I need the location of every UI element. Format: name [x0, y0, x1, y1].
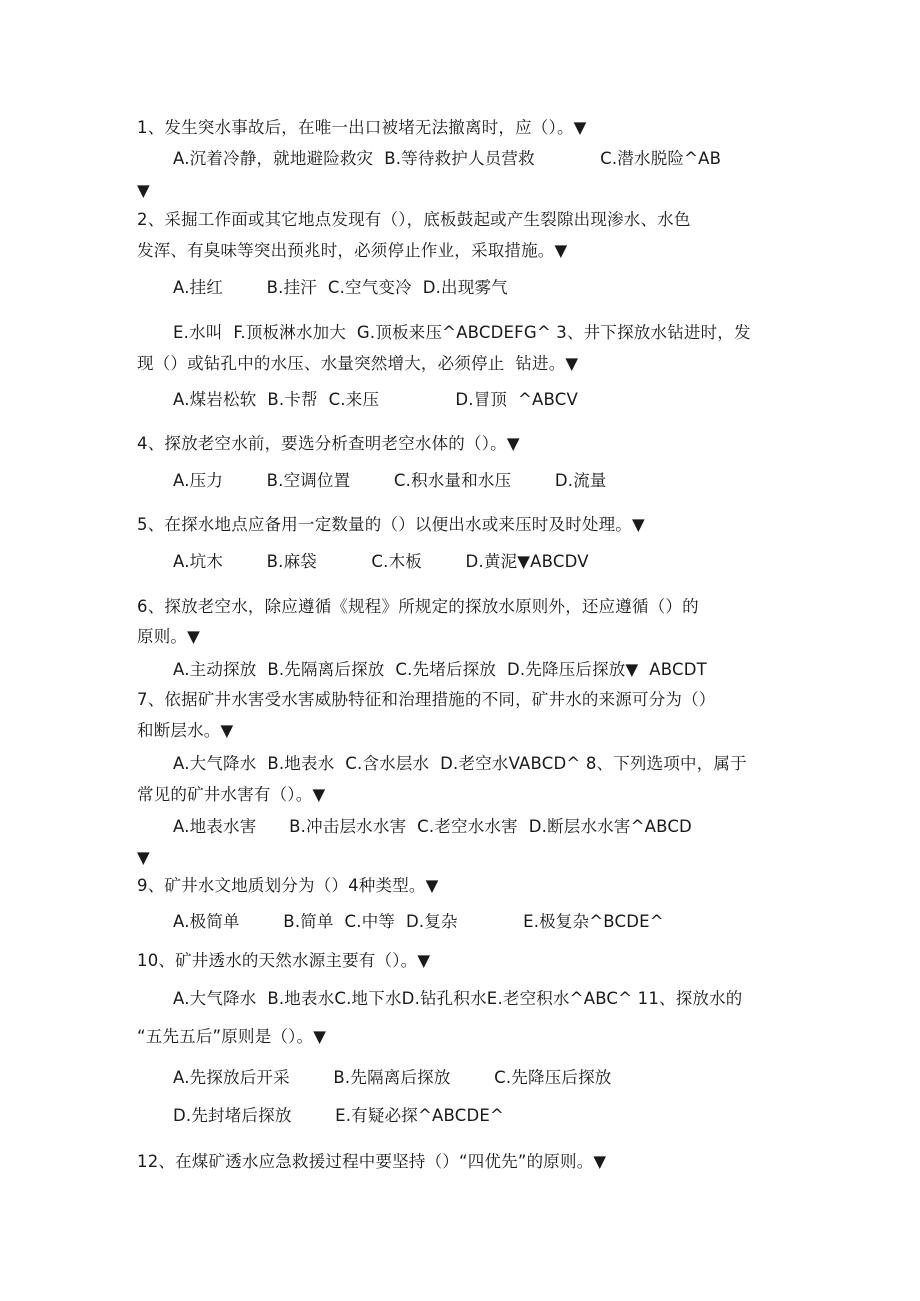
q7-options: A.大气降水 B.地表水 C.含水层水 D.老空水VABCD^ 8、下列选项中，属于: [173, 754, 747, 773]
q11-stem-cont: “五先五后”原则是（）。▼: [137, 1027, 327, 1046]
q5-stem: 5、在探水地点应备用一定数量的（）以便出水或来压时及时处理。▼: [137, 515, 645, 534]
q4-options: A.压力 B.空调位置 C.积水量和水压 D.流量: [173, 471, 607, 490]
q10-options: A.大气降水 B.地表水C.地下水D.钻孔积水E.老空积水^ABC^ 11、探放水的: [173, 989, 743, 1008]
q9-options: A.极简单 B.简单 C.中等 D.复杂 E.极复杂^BCDE^: [173, 912, 664, 931]
q3-stem-cont: 现（）或钻孔中的水压、水量突然增大，必须停止 钻进。▼: [137, 354, 579, 373]
q4-stem: 4、探放老空水前，要选分析查明老空水体的（）。▼: [137, 434, 520, 453]
q2-options-2: E.水叫 F.顶板淋水加大 G.顶板来压^ABCDEFG^ 3、井下探放水钻进时，发: [173, 323, 751, 342]
q7-stem-cont: 和断层水。▼: [137, 721, 234, 740]
q1-options: A.沉着冷静，就地避险救灾 B.等待救护人员营救 C.潜水脱险^AB: [173, 149, 722, 168]
q9-stem: 9、矿井水文地质划分为（）4种类型。▼: [137, 876, 439, 895]
q11-options-2: D.先封堵后探放 E.有疑必探^ABCDE^: [173, 1106, 504, 1125]
q12-stem: 12、在煤矿透水应急救援过程中要坚持（）“四优先”的原则。▼: [137, 1152, 607, 1171]
q6-options: A.主动探放 B.先隔离后探放 C.先堵后探放 D.先降压后探放▼ ABCDT: [173, 660, 707, 679]
q7-stem: 7、依据矿井水害受水害威胁特征和治理措施的不同，矿井水的来源可分为（）: [137, 690, 716, 709]
q8-options: A.地表水害 B.冲击层水水害 C.老空水水害 D.断层水水害^ABCD: [173, 817, 692, 836]
q2-stem-cont: 发浑、有臭味等突出预兆时，必须停止作业，采取措施。▼: [137, 241, 568, 260]
q8-stem-cont: 常见的矿井水害有（）。▼: [137, 785, 326, 804]
q3-options: A.煤岩松软 B.卡帮 C.来压 D.冒顶 ^ABCV: [173, 390, 578, 409]
q6-stem-cont: 原则。▼: [137, 627, 200, 646]
q2-stem: 2、采掘工作面或其它地点发现有（），底板鼓起或产生裂隙出现渗水、水色: [137, 210, 691, 229]
q1-marker: ▼: [137, 181, 150, 200]
q6-stem: 6、探放老空水，除应遵循《规程》所规定的探放水原则外，还应遵循（）的: [137, 597, 699, 616]
q10-stem: 10、矿井透水的天然水源主要有（）。▼: [137, 951, 431, 970]
q11-options-1: A.先探放后开采 B.先隔离后探放 C.先降压后探放: [173, 1068, 612, 1087]
q8-marker: ▼: [137, 848, 150, 867]
q2-options-1: A.挂红 B.挂汗 C.空气变冷 D.出现雾气: [173, 278, 508, 297]
q5-options: A.坑木 B.麻袋 C.木板 D.黄泥▼ABCDV: [173, 552, 589, 571]
q1-stem: 1、发生突水事故后，在唯一出口被堵无法撤离时，应（）。▼: [137, 118, 587, 137]
